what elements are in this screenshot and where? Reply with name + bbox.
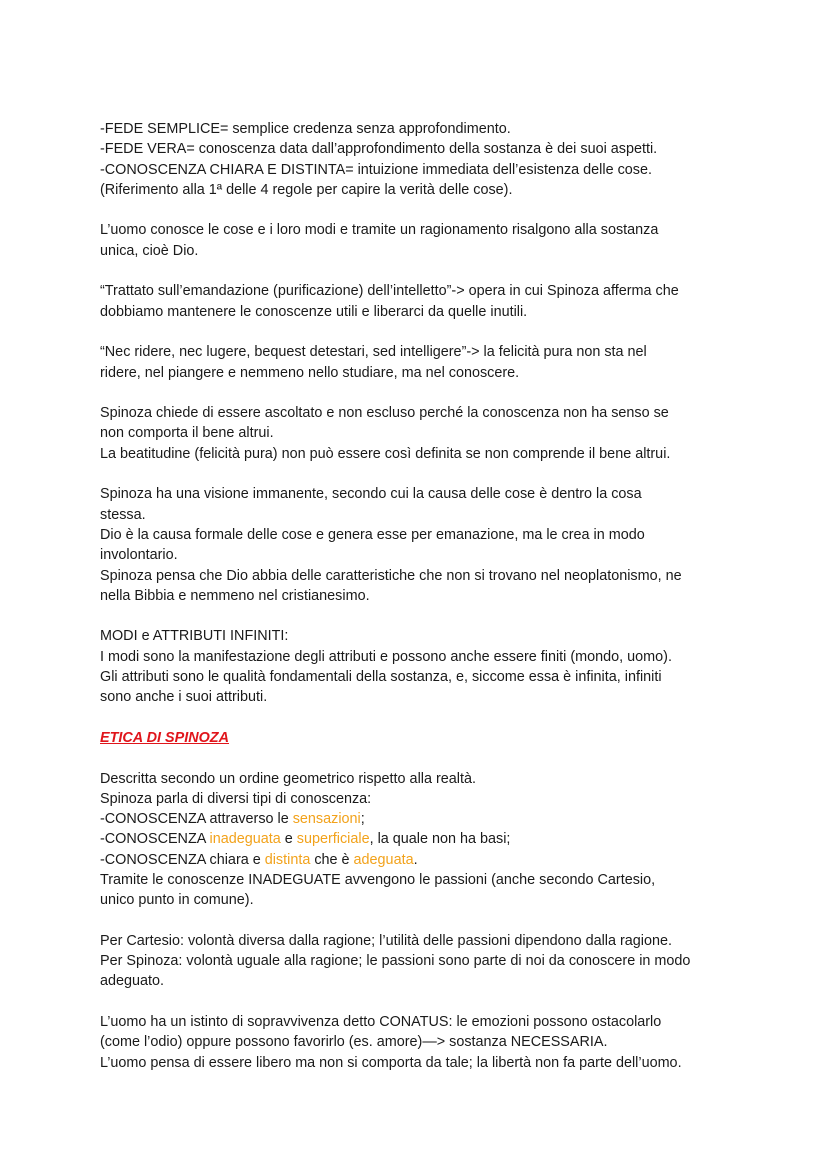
- paragraph-spacer: [100, 464, 740, 484]
- paragraph-spacer: [100, 261, 740, 281]
- paragraph-spacer: [100, 911, 740, 931]
- paragraph-ascoltato: [100, 403, 740, 464]
- text-fragment: .: [413, 851, 418, 868]
- text-line: nella Bibbia e nemmeno nel cristianesimo.: [100, 587, 370, 604]
- text-line: -CONOSCENZA CHIARA E DISTINTA= intuizione immediata dell’esistenza delle cose.: [100, 161, 652, 178]
- paragraph-spacer: [100, 322, 740, 342]
- text-line: unica, cioè Dio.: [100, 242, 199, 259]
- text-fragment: -CONOSCENZA chiara e: [100, 851, 265, 868]
- text-line: Per Cartesio: volontà diversa dalla ragione; l’utilità delle passioni dipendono dalla ragione.: [100, 932, 672, 949]
- text-fragment: -CONOSCENZA attraverso le: [100, 811, 293, 828]
- text-line: Descritta secondo un ordine geometrico rispetto alla realtà.: [100, 770, 476, 787]
- text-line: L’uomo ha un istinto di sopravvivenza detto CONATUS: le emozioni possono ostacolarlo: [100, 1014, 662, 1031]
- paragraph-conatus: [100, 1012, 740, 1073]
- paragraph-immanente: [100, 484, 740, 606]
- text-line: (Riferimento alla 1ª delle 4 regole per capire la verità delle cose).: [100, 181, 513, 198]
- text-line: Gli attributi sono le qualità fondamentali della sostanza, e, siccome essa è infinita, infiniti: [100, 669, 662, 686]
- paragraph-spacer: [100, 708, 740, 728]
- text-line-inadeguata: [100, 829, 740, 849]
- paragraph-spacer: [100, 383, 740, 403]
- text-line: sono anche i suoi attributi.: [100, 689, 268, 706]
- paragraph-spacer: [100, 200, 740, 220]
- text-line: Dio è la causa formale delle cose e genera esse per emanazione, ma le crea in modo: [100, 526, 645, 543]
- text-line: “Nec ridere, nec lugere, bequest detestari, sed intelligere”-> la felicità pura non sta nel: [100, 344, 647, 361]
- text-line-sensazioni: [100, 809, 740, 829]
- text-line-chiara: [100, 850, 740, 870]
- paragraph-cartesio-spinoza: [100, 931, 740, 992]
- text-line: unico punto in comune).: [100, 892, 254, 909]
- text-line: -FEDE SEMPLICE= semplice credenza senza approfondimento.: [100, 121, 511, 137]
- text-line: dobbiamo mantenere le conoscenze utili e liberarci da quelle inutili.: [100, 303, 528, 320]
- text-line: -FEDE VERA= conoscenza data dall’approfondimento della sostanza è dei suoi aspetti.: [100, 141, 658, 158]
- document-page: [100, 119, 740, 1073]
- text-line: adeguato.: [100, 973, 165, 990]
- paragraph-fede: [100, 119, 740, 200]
- text-line: Tramite le conoscenze INADEGUATE avvengono le passioni (anche secondo Cartesio,: [100, 871, 656, 888]
- text-line: Spinoza pensa che Dio abbia delle caratteristiche che non si trovano nel neoplatonismo, ne: [100, 567, 682, 584]
- section-heading-etica: ETICA DI SPINOZA: [100, 729, 229, 746]
- text-line: Spinoza ha una visione immanente, secondo cui la causa delle cose è dentro la cosa: [100, 486, 642, 503]
- text-line: non comporta il bene altrui.: [100, 425, 274, 442]
- highlighted-term: sensazioni: [292, 811, 361, 828]
- text-line: MODI e ATTRIBUTI INFINITI:: [100, 628, 289, 645]
- text-line: (come l’odio) oppure possono favorirlo (es. amore)—> sostanza NECESSARIA.: [100, 1034, 608, 1051]
- paragraph-trattato: [100, 281, 740, 322]
- paragraph-spacer: [100, 606, 740, 626]
- text-line: “Trattato sull’emandazione (purificazione) dell’intelletto”-> opera in cui Spinoza afferma che: [100, 283, 679, 300]
- text-line: Spinoza chiede di essere ascoltato e non escluso perché la conoscenza non ha senso se: [100, 405, 669, 422]
- paragraph-modi-attributi: [100, 626, 740, 707]
- paragraph-etica: [100, 769, 740, 911]
- paragraph-nec-ridere: [100, 342, 740, 383]
- text-fragment: , la quale non ha basi;: [369, 831, 511, 848]
- text-line: L’uomo pensa di essere libero ma non si comporta da tale; la libertà non fa parte dell’uomo.: [100, 1054, 682, 1071]
- text-fragment: che è: [310, 851, 354, 868]
- text-fragment: e: [280, 831, 297, 848]
- text-fragment: ;: [360, 811, 365, 828]
- text-line: stessa.: [100, 506, 146, 523]
- paragraph-spacer: [100, 748, 740, 768]
- highlighted-term: adeguata: [353, 851, 414, 868]
- text-line: ridere, nel piangere e nemmeno nello studiare, ma nel conoscere.: [100, 364, 520, 381]
- text-fragment: -CONOSCENZA: [100, 831, 210, 848]
- text-line: I modi sono la manifestazione degli attributi e possono anche essere finiti (mondo, uomo).: [100, 648, 672, 665]
- text-line: La beatitudine (felicità pura) non può essere così definita se non comprende il bene altrui.: [100, 445, 671, 462]
- paragraph-spacer: [100, 992, 740, 1012]
- text-line: involontario.: [100, 547, 178, 564]
- highlighted-term: distinta: [264, 851, 311, 868]
- text-line: Spinoza parla di diversi tipi di conoscenza:: [100, 790, 372, 807]
- text-line: L’uomo conosce le cose e i loro modi e tramite un ragionamento risalgono alla sostanza: [100, 222, 659, 239]
- paragraph-uomo-conosce: [100, 220, 740, 261]
- highlighted-term: superficiale: [296, 831, 370, 848]
- text-line: Per Spinoza: volontà uguale alla ragione; le passioni sono parte di noi da conoscere in modo: [100, 953, 691, 970]
- highlighted-term: inadeguata: [209, 831, 281, 848]
